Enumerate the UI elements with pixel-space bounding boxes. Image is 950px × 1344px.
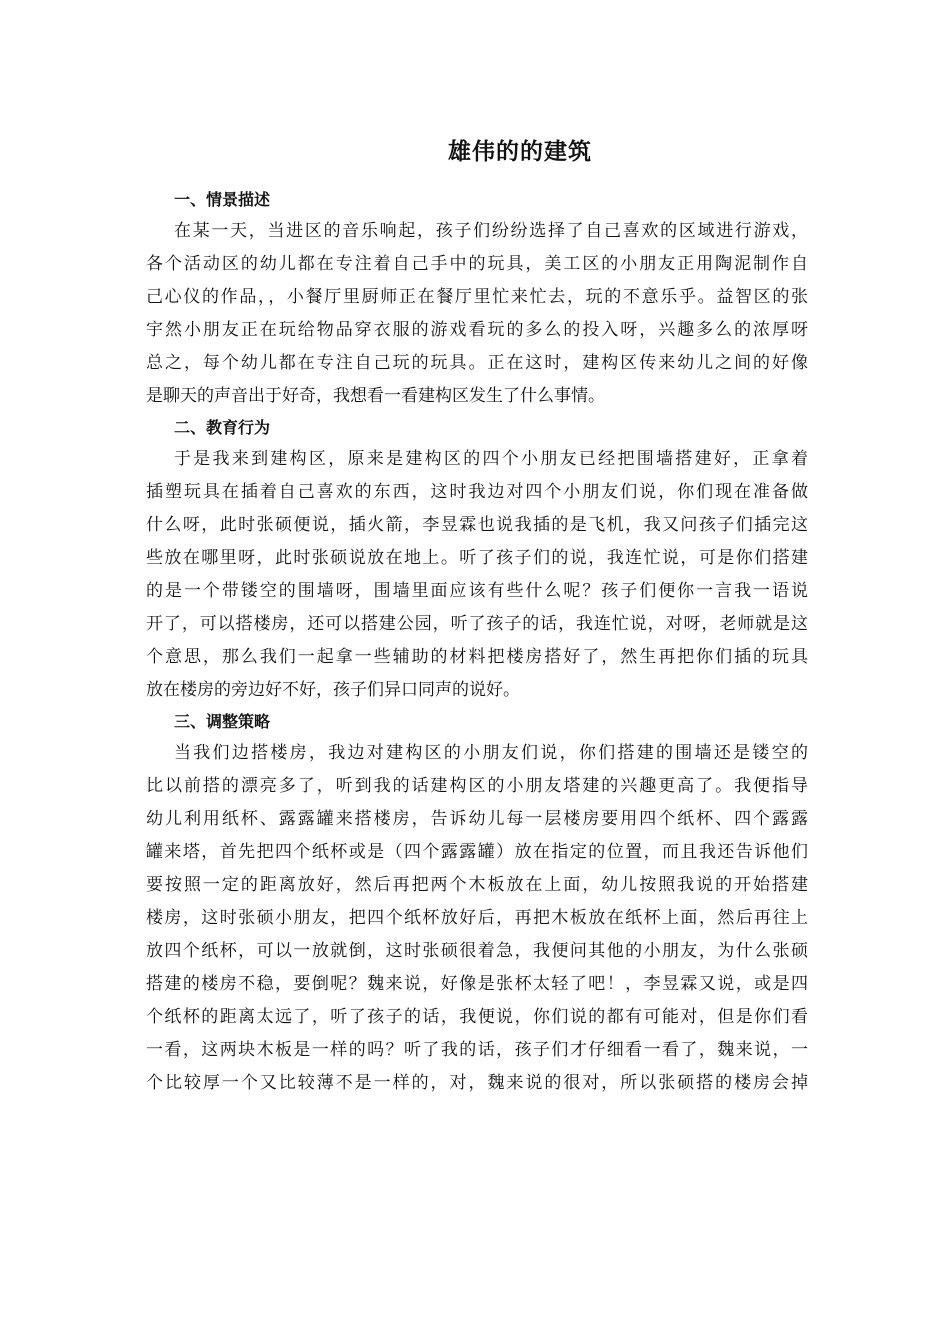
paragraph-line: 些放在哪里呀，此时张硕说放在地上。听了孩子们的说，我连忙说，可是你们搭建 bbox=[146, 548, 808, 568]
section-heading: 三、调整策略 bbox=[174, 712, 271, 731]
section-education bbox=[146, 413, 808, 707]
paragraph-line: 个意思，那么我们一起拿一些辅助的材料把楼房搭好了，然生再把你们插的玩具 bbox=[146, 647, 808, 667]
paragraph-line: 罐来塔，首先把四个纸杯或是（四个露露罐）放在指定的位置，而且我还告诉他们 bbox=[146, 842, 808, 862]
paragraph-line: 搭建的楼房不稳，要倒呢？魏来说，好像是张杯太轻了吧！，李昱霖又说，或是四 bbox=[146, 974, 808, 994]
paragraph-line: 幼儿利用纸杯、露露罐来搭楼房，告诉幼儿每一层楼房要用四个纸杯、四个露露 bbox=[146, 809, 808, 829]
paragraph-line: 放四个纸杯，可以一放就倒，这时张硕很着急，我便问其他的小朋友，为什么张硕 bbox=[146, 941, 808, 961]
document-title: 雄伟的的建筑 bbox=[448, 138, 592, 165]
paragraph-line: 各个活动区的幼儿都在专注着自己手中的玩具，美工区的小朋友正用陶泥制作自 bbox=[146, 254, 808, 274]
paragraph-line: 比以前搭的漂亮多了，听到我的话建构区的小朋友塔建的兴趣更高了。我便指导 bbox=[146, 776, 808, 796]
paragraph-line: 要按照一定的距离放好，然后再把两个木板放在上面，幼儿按照我说的开始搭建 bbox=[146, 875, 808, 895]
paragraph-line: 己心仪的作品，，小餐厅里厨师正在餐厅里忙来忙去，玩的不意乐乎。益智区的张 bbox=[146, 287, 808, 307]
paragraph-line: 在某一天，当进区的音乐响起，孩子们纷纷选择了自己喜欢的区域进行游戏， bbox=[174, 221, 808, 241]
section-scenario bbox=[146, 185, 808, 413]
paragraph-line: 个比较厚一个又比较薄不是一样的，对，魏来说的很对，所以张硕搭的楼房会掉 bbox=[146, 1073, 808, 1093]
paragraph-line: 宇然小朋友正在玩给物品穿衣服的游戏看玩的多么的投入呀，兴趣多么的浓厚呀 bbox=[146, 320, 808, 340]
paragraph-line: 个纸杯的距离太远了，听了孩子的话，我便说，你们说的都有可能对，但是你们看 bbox=[146, 1007, 808, 1027]
paragraph-line: 当我们边搭楼房，我边对建构区的小朋友们说，你们搭建的围墙还是镂空的 bbox=[174, 743, 808, 763]
paragraph-line: 总之，每个幼儿都在专注自己玩的玩具。正在这时，建构区传来幼儿之间的好像 bbox=[146, 353, 808, 373]
paragraph-line: 的是一个带镂空的围墙呀，围墙里面应该有些什么呢？孩子们便你一言我一语说 bbox=[146, 581, 808, 601]
paragraph-line: 放在楼房的旁边好不好，孩子们异口同声的说好。 bbox=[146, 680, 520, 700]
paragraph-line: 开了，可以搭楼房，还可以搭建公园，听了孩子的话，我连忙说，对呀，老师就是这 bbox=[146, 614, 808, 634]
document-body bbox=[146, 185, 808, 1100]
paragraph-line: 一看，这两块木板是一样的吗？听了我的话，孩子们才仔细看一看了，魏来说，一 bbox=[146, 1040, 808, 1060]
paragraph-line: 于是我来到建构区，原来是建构区的四个小朋友已经把围墙搭建好，正拿着 bbox=[174, 449, 808, 469]
paragraph-line: 什么呀，此时张硕便说，插火箭，李昱霖也说我插的是飞机，我又问孩子们插完这 bbox=[146, 515, 808, 535]
section-heading: 一、情景描述 bbox=[174, 190, 271, 209]
paragraph-line: 插塑玩具在插着自己喜欢的东西，这时我边对四个小朋友们说，你们现在准备做 bbox=[146, 482, 808, 502]
section-heading: 二、教育行为 bbox=[174, 418, 271, 437]
paragraph-line: 楼房，这时张硕小朋友，把四个纸杯放好后，再把木板放在纸杯上面，然后再往上 bbox=[146, 908, 808, 928]
section-strategy bbox=[146, 707, 808, 1100]
paragraph-line: 是聊天的声音出于好奇，我想看一看建构区发生了什么事情。 bbox=[146, 386, 605, 406]
